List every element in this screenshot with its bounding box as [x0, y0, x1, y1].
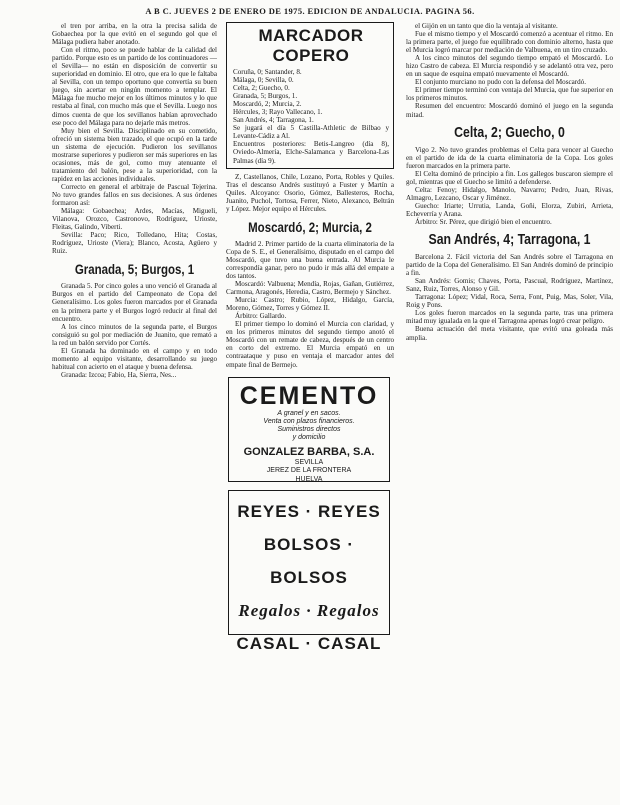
article-paragraph: Árbitro: Gallardo. [235, 312, 287, 321]
lineup-paragraph: Moscardó: Valbuena; Mendía, Rojas, Gañan, Gutiérrez, Carmona, Aragonés, Heredia, Castro, Bermejo y Sánchez. [226, 280, 394, 297]
article-paragraph: Los goles fueron marcados en la segunda parte, tras una primera mitad muy igualada en la que el Tarragona apenas logró crear peligro. [406, 309, 613, 326]
result-line: Coruña, 0; Santander, 8. [233, 68, 302, 76]
article-paragraph: Fue el mismo tiempo y el Moscardó comenzó a acentuar el ritmo. En la primera parte, el juego fue equilibrado con dominio alterno, hasta que el Murcia logró marcar por mediación de Valbuena, en un tiro cruzado. [406, 30, 613, 55]
article-paragraph: Correcto en general el arbitraje de Pascual Tejerina. No tuvo grandes fallos en sus decisiones. A sus órdenes formaron así: [52, 182, 217, 208]
article-paragraph: Buena actuación del meta visitante, que evitó una goleada más amplia. [406, 325, 613, 342]
result-line: Moscardó, 2; Murcia, 2. [233, 100, 302, 109]
ad-casal-line: CASAL · CASAL [236, 633, 382, 653]
ad-cemento-city: HUELVA [295, 475, 323, 483]
article-paragraph: Árbitro: Sr. Pérez, que dirigió bien el encuentro. [415, 217, 552, 226]
ad-regalos-line: Regalos · Regalos [238, 600, 380, 620]
ad-bolsos-line: BOLSOS · BOLSOS [263, 534, 355, 587]
page-header: A B C. JUEVES 2 DE ENERO DE 1975. EDICION DE ANDALUCIA. PAGINA 56. [145, 6, 475, 16]
ad-cemento-line: Venta con plazos financieros. [263, 417, 355, 425]
result-line: Hércules, 3; Rayo Vallecano, 1. [233, 108, 323, 117]
article-paragraph: El primer tiempo lo dominó el Murcia con claridad, y en los primeros minutos del segundo tiempo anotó el Moscardó con un remate de cabeza, después de un centro en corto del extremo. El Murcia empató en un contraataque y puso en ventaja el marcador antes del empate final de Bermejo. [226, 320, 394, 369]
article-paragraph: el tren por arriba, en la otra la precisa salida de Gobaechea por la que evitó en el segundo gol que el Málaga pudiera haber anotado. [52, 22, 217, 47]
lineup-paragraph: Celta: Fenoy; Hidalgo, Manolo, Navarro; Pedro, Juan, Rivas, Almagro, Lezcano, Oscar y Jiménez. [406, 185, 613, 202]
ad-reyes-bolsos [228, 490, 390, 653]
article-paragraph: El Celta dominó de principio a fin. Los gallegos buscaron siempre el gol, mientras que el Guecho se limitó a defenderse. [406, 169, 613, 186]
result-line: Málaga, 0; Sevilla, 0. [233, 76, 294, 85]
column-left [52, 22, 217, 800]
result-line: San Andrés, 4; Tarragona, 1. [233, 116, 314, 125]
article-paragraph: Resumen del encuentro: Moscardó dominó el juego en la segunda mitad. [406, 102, 613, 119]
ad-cemento-line: y domicilio [292, 433, 326, 441]
lineup-paragraph: Sevilla: Paco; Rico, Tolledano, Hita; Costas, Rodríguez, Urioste (Viera); Blanco, Acosta, Agüero y Ruiz. [52, 231, 217, 256]
lineup-paragraph: Tarragona: López; Vidal, Roca, Serra, Font, Puig, Mas, Soler, Vila, Roig y Pons. [406, 293, 613, 310]
headline-granada-burgos: Granada, 5; Burgos, 1 [74, 261, 195, 278]
article-paragraph: Z, Castellanos, Chile, Lozano, Porta, Robles y Quiles. Tras el descanso Andrés sustituyó a Fuster y Martín a Quiles. Alcoyano: Osorio, Gómez, Ballesteros, Rocha, Juanito, Puchol, Tortosa, Ferrer, Nieto, Alexanco, Beltrán y López. Mejor equipo el Hércules. [226, 172, 394, 213]
result-line: Encuentros posteriores: Betis-Langreo (día 8), Oviedo-Almería, Elche-Salamanca y Barcelona-Las Palmas (día 9). [233, 140, 389, 165]
article-paragraph: Barcelona 2. Fácil victoria del San Andrés sobre el Tarragona en partido de la Copa del Generalísimo. El San Andrés dominó de principio a fin. [406, 253, 613, 278]
lineup-paragraph: Málaga: Gobaechea; Ardes, Macías, Migueli, Vilanova, Orozco, Castronovo, Rodríguez, Urioste, Fleitas, Galindo, Viberti. [52, 207, 217, 232]
marcador-copero-box [226, 22, 394, 169]
headline-moscardo-murcia: Moscardó, 2; Murcia, 2 [248, 218, 372, 235]
ad-cemento-brand: GONZALEZ BARBA, S.A. [243, 445, 375, 458]
ad-cemento [228, 377, 390, 482]
result-line: Granada, 5; Burgos, 1. [233, 92, 298, 101]
lineup-paragraph: San Andrés: Gomis; Chaves, Porta, Pascual, Rodríguez, Martínez, Sanz, Ruiz, Torres, Alonso y Gil. [406, 277, 613, 294]
lineup-paragraph: Granada: Izcoa; Fabio, Ha, Sierra, Nes... [61, 370, 177, 379]
ad-cemento-city: SEVILLA [294, 458, 324, 466]
headline-san-andres-tarragona: San Andrés, 4; Tarragona, 1 [428, 231, 591, 249]
article-paragraph: el Gijón en un tanto que dio la ventaja al visitante. [415, 22, 558, 30]
headline-celta-guecho: Celta, 2; Guecho, 0 [454, 123, 565, 141]
result-line: Celta, 2; Guecho, 0. [233, 84, 290, 93]
article-paragraph: Con el ritmo, poco se puede hablar de la calidad del partido. Porque esto es un partido de los continuadores —el Sevilla— no están en disposición de convertir su superioridad en dominio. El otro, que era lo que le faltaba al Sevilla, con un tempo oportuno que convertía su buen juego, sin acertar en ningún momento a templar. El Málaga fue mucho mejor en los últimos minutos y lo que restaba al final, con mucho más que el Sevilla. Luego nos dimos cuenta de que los sevillanos habían aprovechado ese poco del Málaga para no dejarle más metros. [52, 46, 217, 127]
marcador-copero-title: MARCADOR COPERO [258, 26, 364, 65]
column-right [406, 22, 613, 800]
article-paragraph: El Granada ha dominado en el campo y en todo momento al equipo visitante, desarrollando su juego habitual con acierto en el ataque y buena defensa. [52, 346, 217, 371]
ad-cemento-title: CEMENTO [239, 381, 379, 410]
article-paragraph: Vigo 2. No tuvo grandes problemas el Celta para vencer al Guecho en el partido de ida de la cuarta eliminatoria de la Copa. Los goles fueron marcados en la primera parte. [406, 145, 613, 170]
ad-reyes-line: REYES · REYES [237, 501, 381, 521]
article-paragraph: El primer tiempo terminó con ventaja del Murcia, que fue superior en los primeros minutos. [406, 86, 613, 103]
ad-cemento-line: Suministros directos [277, 425, 341, 433]
column-middle [226, 22, 394, 800]
ad-cemento-city: JEREZ DE LA FRONTERA [266, 467, 352, 475]
result-line: Se jugará el día 5 Castilla-Athletic de Bilbao y Levante-Cádiz a Al. [233, 124, 389, 141]
lineup-paragraph: Guecho: Iriarte; Urrutia, Landa, Goñi, Elorza, Zubiri, Arrieta, Echeverría y Arana. [406, 201, 613, 218]
article-paragraph: Granada 5. Por cinco goles a uno venció el Granada al Burgos en el partido del Campeonato de Copa del Generalísimo. Los goles fueron marcados por el Granada en la primera parte y el Burgos logró reducir al final del encuentro. [52, 282, 217, 323]
article-paragraph: Muy bien el Sevilla. Disciplinado en su cometido, ofreció un sistema bien trazado, el que ocupó en la tarde un sistema de ejecución. Pudieron los sevillanos mostrarse superiores y pudieron ser más superiores en las ocasiones, más de gol, como muy atenuante el tratamiento del balón, pese a la superioridad, con la rapidez en las acciones individuales. [52, 126, 217, 183]
ad-cemento-line: A granel y en sacos. [277, 409, 341, 417]
article-paragraph: El conjunto murciano no pudo con la defensa del Moscardó. [415, 78, 586, 87]
article-paragraph: A los cinco minutos de la segunda parte, el Burgos consiguió su gol por mediación de Juanito, que remató a la red un balón servido por Cortés. [52, 322, 217, 347]
article-paragraph: Madrid 2. Primer partido de la cuarta eliminatoria de la Copa de S. E., el Generalísimo, disputado en el campo del Moscardó, que tuvo una buena entrada. Al Murcia le correspondía ganar, pero no pudo ir más allá del empate a dos tantos. [226, 239, 394, 280]
article-paragraph: A los cinco minutos del segundo tiempo empató el Moscardó. Lo hizo Castro de cabeza. El Murcia respondió y se adelantó otra vez, pero en un saque de esquina empató nuevamente el Moscardó. [406, 54, 613, 79]
lineup-paragraph: Murcia: Castro; Rubio, López, Hidalgo, García, Moreno, Gómez, Torres y Gómez II. [226, 296, 394, 313]
